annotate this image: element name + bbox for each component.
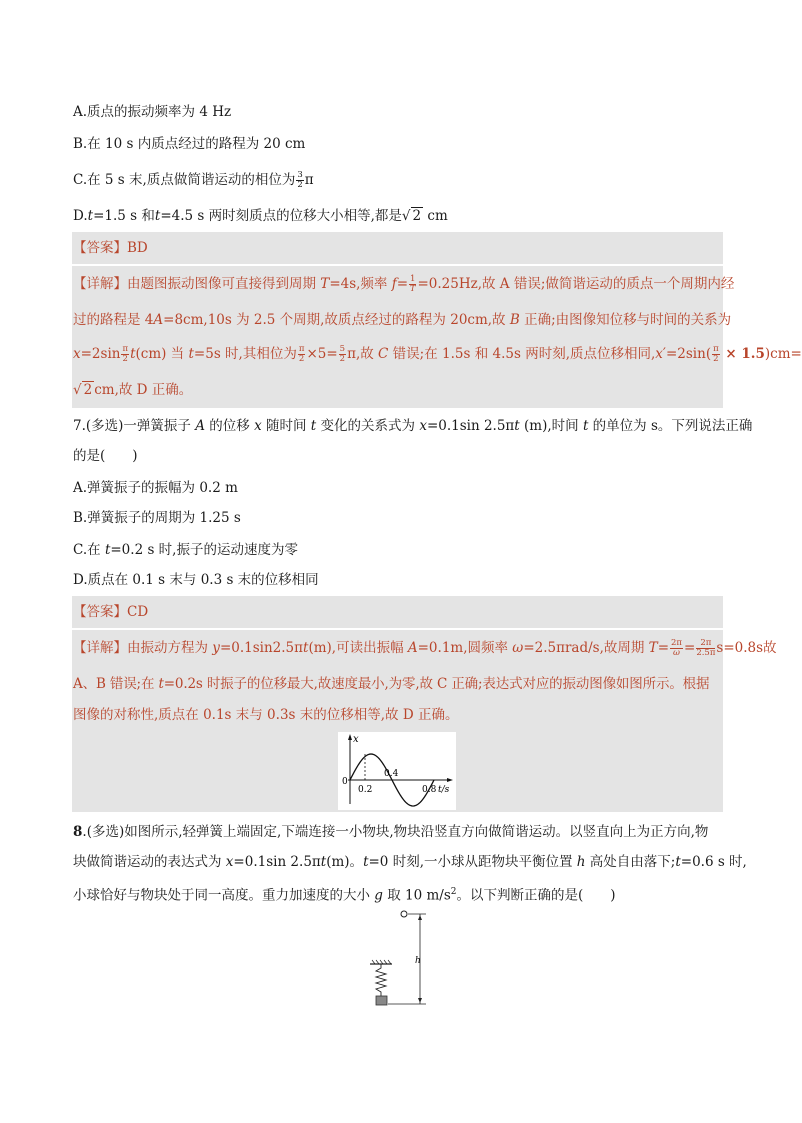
graph-label-ts: t/s (438, 785, 450, 795)
q8-stem-line-1: 8.(多选)如图所示,轻弹簧上端固定,下端连接一小物块,物块沿竖直方向做简谐运动。以竖直向上为正方向,物 (73, 824, 709, 840)
q6-answer-band (72, 232, 723, 264)
q6-option-b: B.在 10 s 内质点经过的路程为 20 cm (73, 136, 306, 152)
q6-option-a: A.质点的振动频率为 4 Hz (73, 104, 232, 120)
graph-label-0.4: 0.4 (384, 769, 399, 779)
graph-label-origin: 0 (342, 777, 348, 787)
q6-detail-line-1: 【详解】由题图振动图像可直接得到周期 T=4s,频率 f= $\frac{1}{T}=0.25Hz$,故 A 错误;做简谐运动的质点一个周期内经 (73, 274, 735, 294)
q7-option-a: A.弹簧振子的振幅为 0.2 m (73, 480, 238, 496)
graph-label-x: x (353, 734, 359, 745)
sqrt: √ 2 (401, 208, 422, 224)
sine-graph-svg (338, 732, 456, 810)
q7-option-d: D.质点在 0.1 s 末与 0.3 s 末的位移相同 (73, 572, 319, 588)
q7-option-b: B.弹簧振子的周期为 1.25 s (73, 510, 241, 526)
q7-answer: 【答案】CD (73, 604, 149, 620)
q6-detail-line-2: 过的路程是 4A=8cm,10s 为 2.5 个周期,故质点经过的路程为 20cm,故 B 正确;由图像知位移与时间的关系为 (73, 312, 732, 328)
q8-stem-line-3: 小球恰好与物块处于同一高度。重力加速度的大小 g 取 10 $m/s^2$。以下判断正确的是( ) (73, 887, 616, 904)
q8-stem-line-2: 块做简谐运动的表达式为 x=0.1sin 2.5πt(m)。t=0 时刻,一小球从距物块平衡位置 h 高处自由落下;t=0.6 s 时, (73, 854, 747, 870)
q7-stem-line-1: 7.(多选)一弹簧振子 A 的位移 x 随时间 t 变化的关系式为 x=0.1sin 2.5πt (m),时间 t 的单位为 s。下列说法正确 (73, 418, 753, 434)
ball-icon (401, 911, 407, 917)
q7-option-c: C.在 t=0.2 s 时,振子的运动速度为零 (73, 542, 298, 558)
q6-option-d: D.t=1.5 s 和t=4.5 s 两时刻质点的位移大小相等,都是√ 2 cm (73, 208, 448, 224)
q7-detail-line-3: 图像的对称性,质点在 0.1s 末与 0.3s 末的位移相等,故 D 正确。 (73, 707, 459, 723)
graph-label-0.8: 0.8 (422, 785, 437, 795)
q7-detail-line-2: A、B 错误;在 t=0.2s 时振子的位移最大,故速度最小,为零,故 C 正确;表达式对应的振动图像如图所示。根据 (73, 676, 710, 692)
height-arrow-up (418, 915, 422, 920)
height-arrow-down (418, 998, 422, 1003)
graph-label-0.2: 0.2 (358, 785, 373, 795)
q6-answer: 【答案】BD (73, 240, 148, 256)
spring-icon (376, 964, 386, 996)
q6-option-c: C.在 5 s 末,质点做简谐运动的相位为 $\frac{3}{2}$ π (73, 170, 314, 190)
q6-detail-line-3: x=2sin $\frac{\pi}{2}$ t(cm) 当 t=5s 时,其相位为 $\frac{\pi}{2}$ ×5= $\frac{5}{2}$ π,故 C 错误;在 1.5s 和 4.5s 两时刻,质点位移相同,x′=2sin( $\frac{\pi}{2}$ × 1.5)cm= (73, 344, 802, 364)
fraction: $\frac{3}{2}$ (297, 170, 303, 190)
q7-vibration-graph (338, 732, 456, 810)
q6-detail-line-4: √ 2 cm,故 D 正确。 (73, 382, 193, 398)
q7-stem-line-2: 的是( ) (73, 448, 138, 464)
q7-answer-band (72, 596, 723, 628)
q8-spring-figure (362, 906, 442, 1010)
q7-detail-line-1: 【详解】由振动方程为 y=0.1sin2.5πt(m),可读出振幅 A=0.1m,圆频率 ω=2.5πrad/s,故周期 T= $\frac{2\pi}{\omega}=$ $\frac{2\pi}{2.5\pi}$ s=0.8s故 (73, 638, 777, 658)
height-label: h (415, 956, 421, 966)
block-icon (376, 996, 387, 1005)
x-axis-arrow (447, 778, 453, 782)
y-axis-arrow (348, 734, 352, 740)
